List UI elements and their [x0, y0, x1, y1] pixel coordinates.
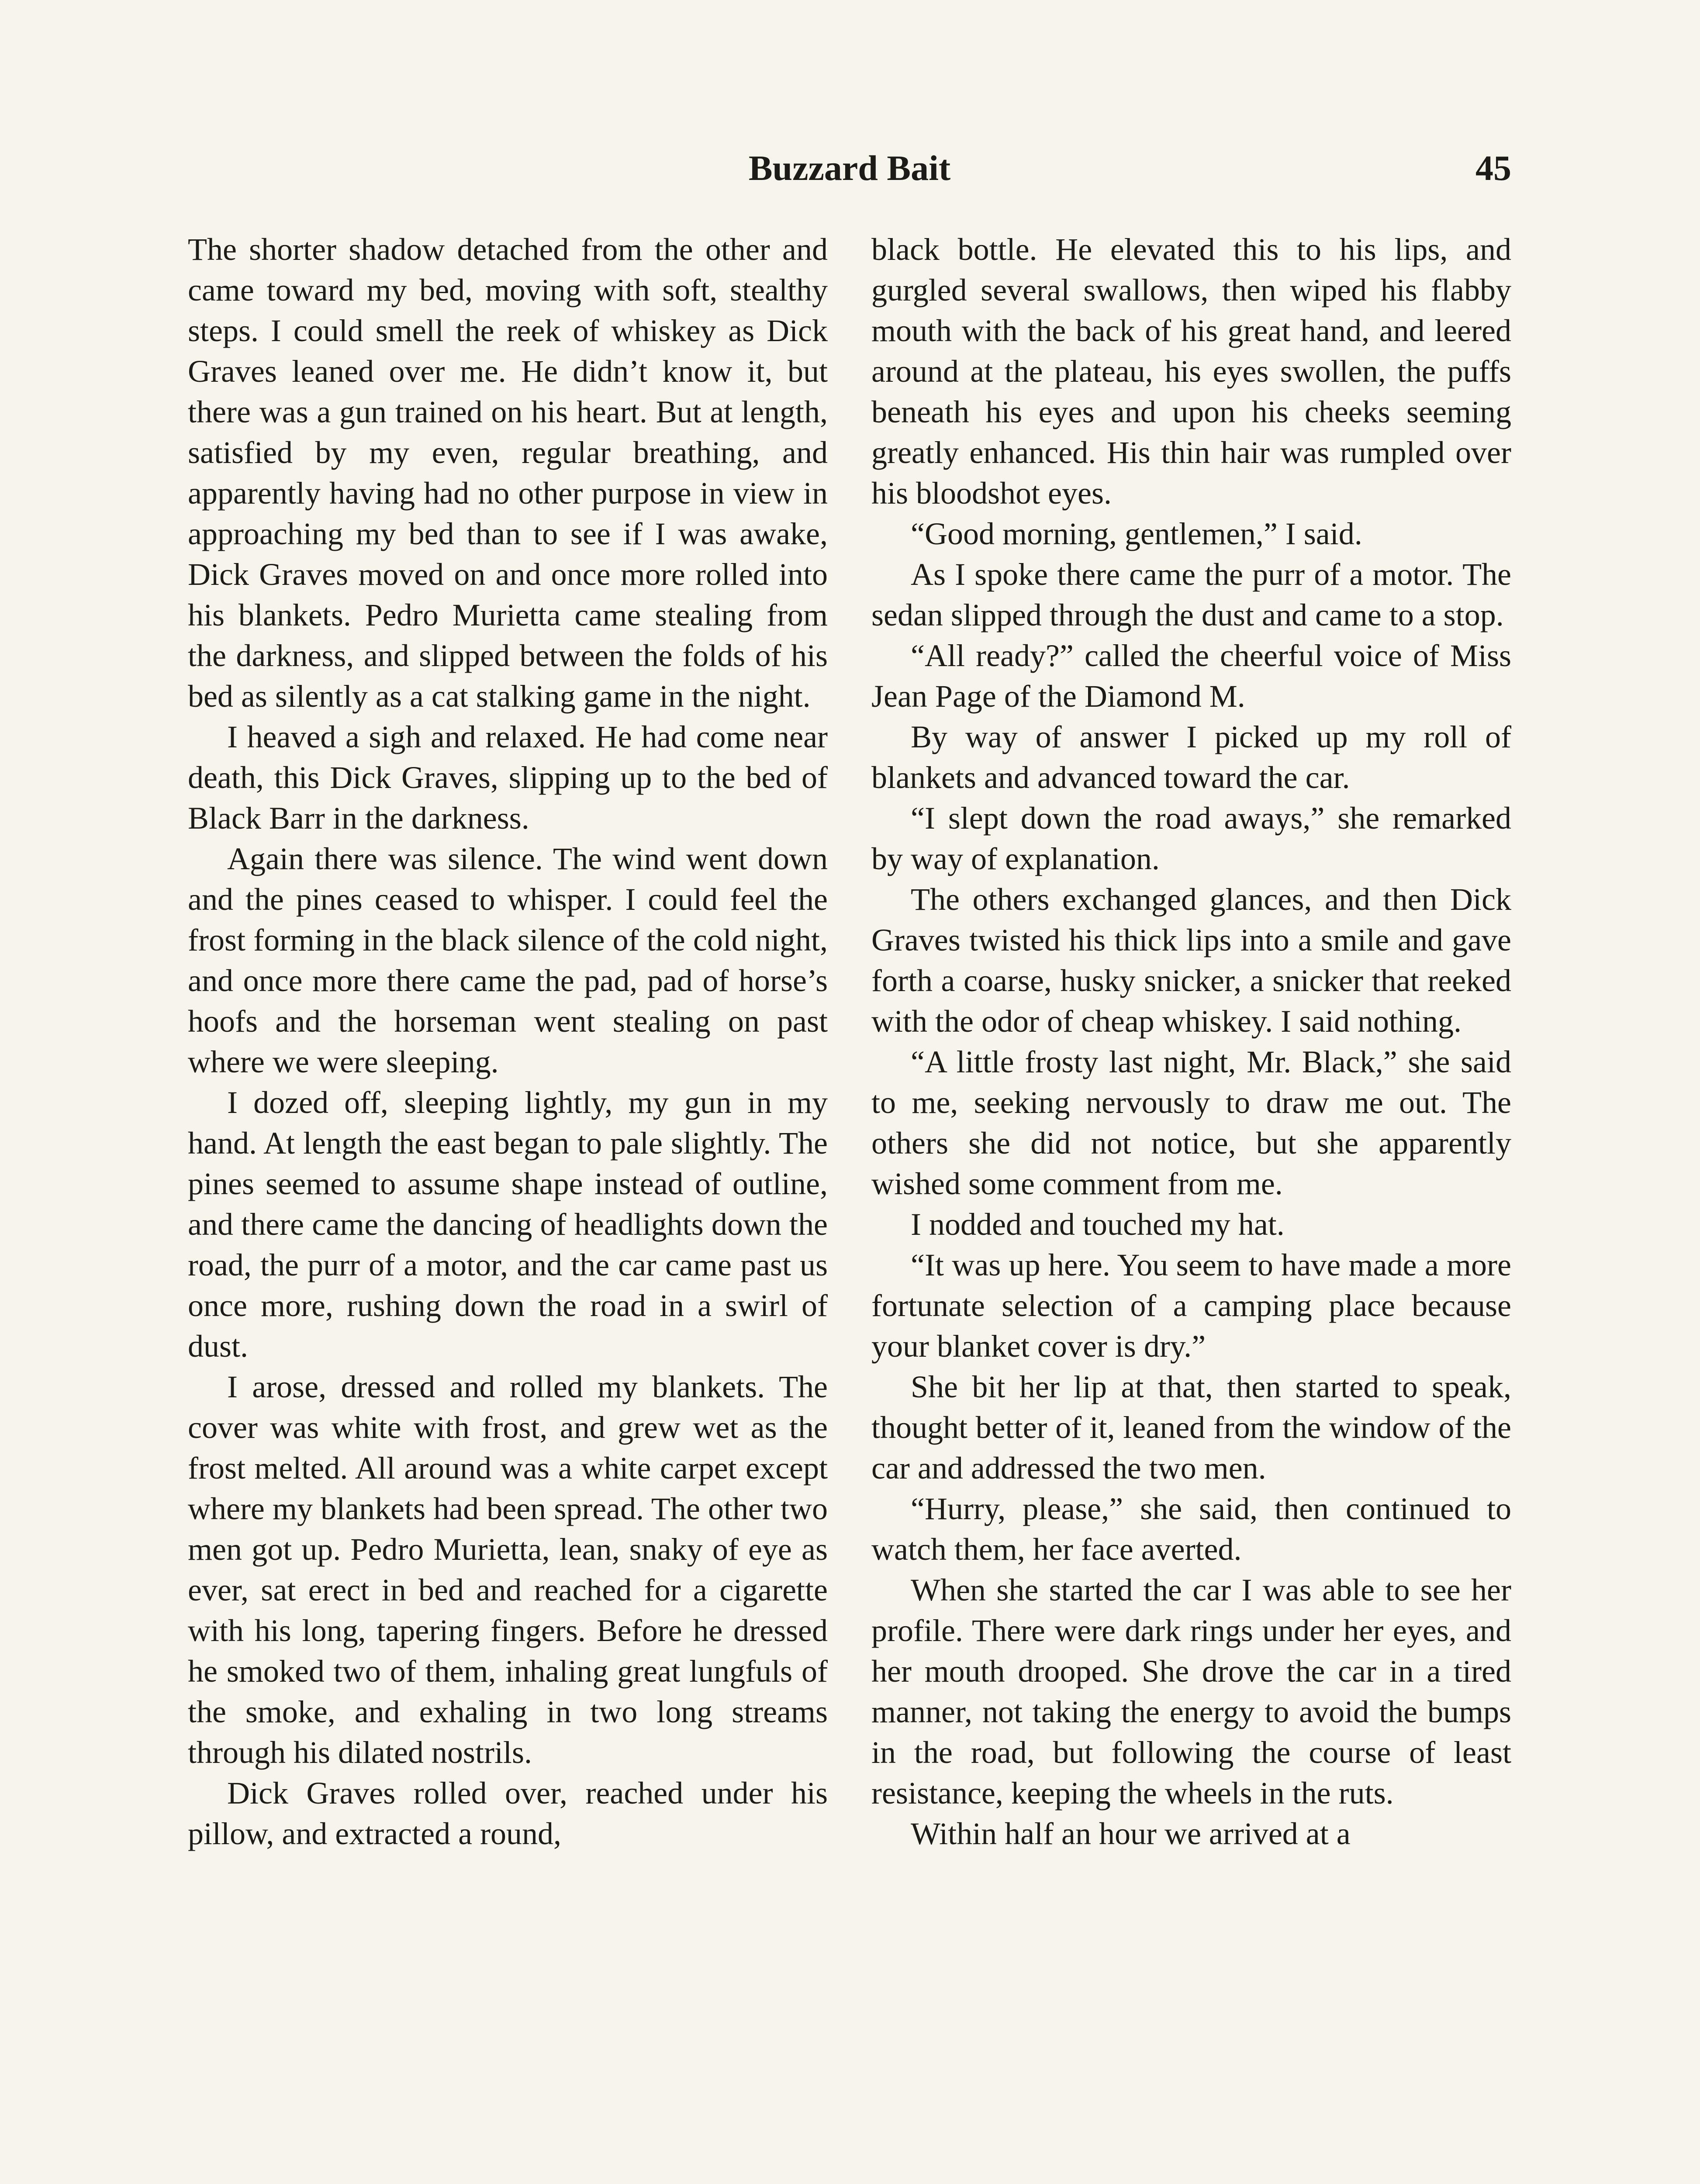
paragraph: The others exchanged glances, and then Dick Graves twisted his thick lips into a smile and gave forth a coarse, husky snicker, a snicker that reeked with the odor of cheap whiskey. I said nothing. [871, 882, 1511, 1039]
left-column [188, 229, 828, 1854]
running-title: Buzzard Bait [748, 148, 951, 188]
paragraph: “Hurry, please,” she said, then continued to watch them, her face averted. [871, 1491, 1511, 1567]
paragraph: “All ready?” called the cheerful voice of Miss Jean Page of the Diamond M. [871, 638, 1511, 714]
page-number: 45 [1475, 148, 1511, 188]
paragraph: Dick Graves rolled over, reached under his pillow, and extracted a round, [188, 1776, 828, 1851]
paragraph: “I slept down the road aways,” she remarked by way of explanation. [871, 801, 1511, 876]
paragraph: I nodded and touched my hat. [911, 1207, 1285, 1242]
paragraph: black bottle. He elevated this to his lips, and gurgled several swallows, then wiped his flabby mouth with the back of his great hand, and leered around at the plateau, his eyes swollen, the puffs beneath his eyes and upon his cheeks seeming greatly enhanced. His thin hair was rumpled over his bloodshot eyes. [871, 232, 1511, 511]
paragraph: I arose, dressed and rolled my blankets. The cover was white with frost, and grew wet as the frost melted. All around was a white carpet except where my blankets had been spread. The other two men got up. Pedro Murietta, lean, snaky of eye as ever, sat erect in bed and reached for a cigarette with his long, tapering fingers. Before he dressed he smoked two of them, inhaling great lungfuls of the smoke, and exhaling in two long streams through his dilated nostrils. [188, 1369, 828, 1770]
paragraph: As I spoke there came the purr of a motor. The sedan slipped through the dust and came to a stop. [871, 557, 1511, 632]
paragraph: I heaved a sigh and relaxed. He had come near death, this Dick Graves, slipping up to the bed of Black Barr in the darkness. [188, 719, 828, 836]
paragraph: The shorter shadow detached from the other and came toward my bed, moving with soft, stealthy steps. I could smell the reek of whiskey as Dick Graves leaned over me. He didn’t know it, but there was a gun trained on his heart. But at length, satisfied by my even, regular breathing, and apparently having had no other purpose in view in approaching my bed than to see if I was awake, Dick Graves moved on and once more rolled into his blankets. Pedro Murietta came stealing from the darkness, and slipped between the folds of his bed as silently as a cat stalking game in the night. [188, 232, 828, 714]
paragraph: When she started the car I was able to see her profile. There were dark rings under her eyes, and her mouth drooped. She drove the car in a tired manner, not taking the energy to avoid the bumps in the road, but following the course of least resistance, keeping the wheels in the ruts. [871, 1572, 1511, 1811]
paragraph: “It was up here. You seem to have made a more fortunate selection of a camping place because your blanket cover is dry.” [871, 1248, 1511, 1364]
paragraph: “Good morning, gentlemen,” I said. [911, 516, 1362, 551]
paragraph: Again there was silence. The wind went down and the pines ceased to whisper. I could feel the frost forming in the black silence of the cold night, and once more there came the pad, pad of horse’s hoofs and the horseman went stealing on past where we were sleeping. [188, 841, 828, 1079]
paragraph: I dozed off, sleeping lightly, my gun in my hand. At length the east began to pale slightly. The pines seemed to assume shape instead of outline, and there came the dancing of headlights down the road, the purr of a motor, and the car came past us once more, rushing down the road in a swirl of dust. [188, 1085, 828, 1364]
paragraph: She bit her lip at that, then started to speak, thought better of it, leaned from the window of the car and addressed the two men. [871, 1369, 1511, 1486]
paragraph: Within half an hour we arrived at a [911, 1816, 1351, 1851]
running-head [188, 144, 1511, 197]
paragraph: “A little frosty last night, Mr. Black,” she said to me, seeking nervously to draw me out. The others she did not notice, but she apparently wished some comment from me. [871, 1044, 1511, 1201]
right-column [871, 229, 1511, 1854]
paragraph: By way of answer I picked up my roll of blankets and advanced toward the car. [871, 719, 1511, 795]
